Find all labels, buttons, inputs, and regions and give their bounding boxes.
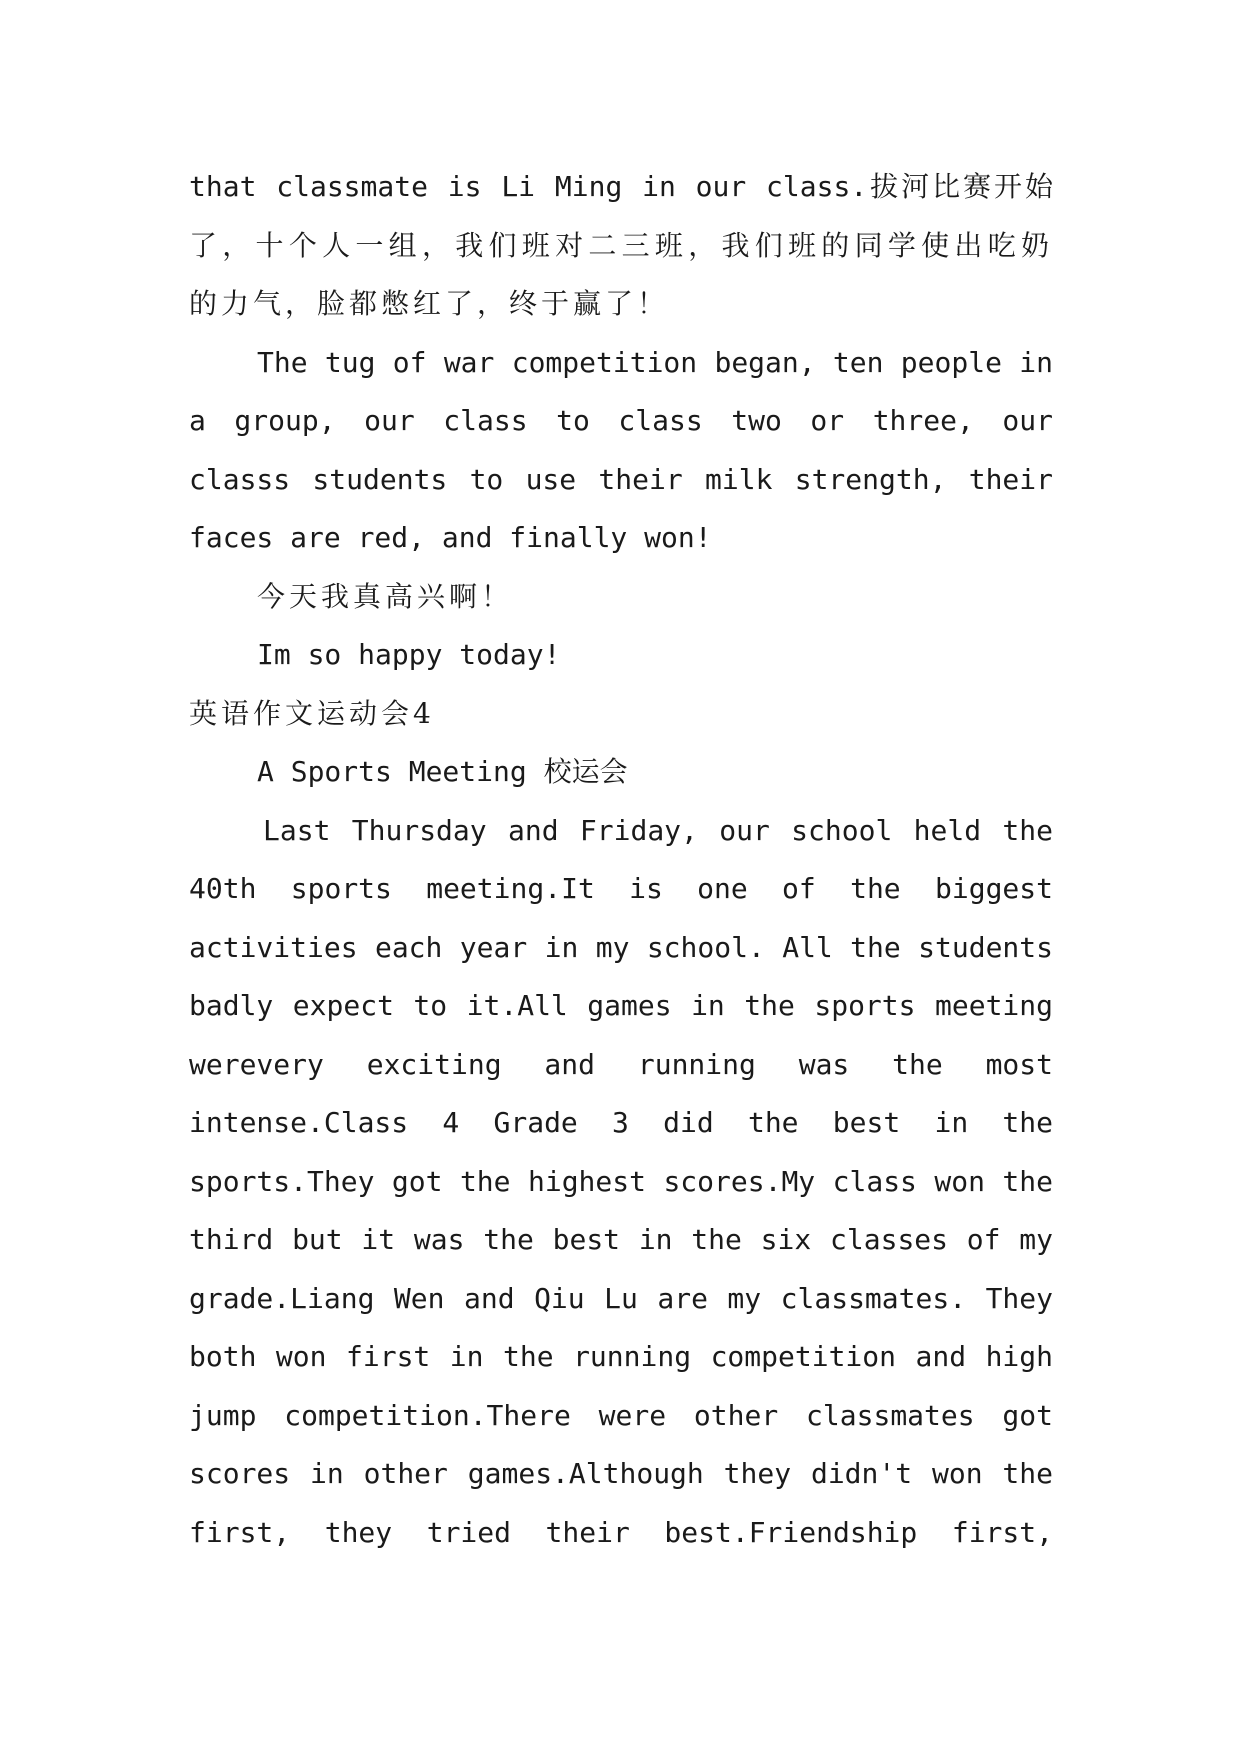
- text-line: that classmate is Li Ming in our class.拔河比赛开始: [189, 170, 1053, 203]
- text-line: Im so happy today!: [257, 638, 561, 671]
- text-line: a group, our class to class two or three, our: [189, 404, 1053, 437]
- text-line: activities each year in my school. All the students: [189, 930, 1053, 964]
- section-heading: 英语作文运动会4: [189, 696, 435, 730]
- text-line: 了，十个人一组，我们班对二三班，我们班的同学使出吃奶: [189, 228, 1053, 262]
- text-line: scores in other games.Although they didn't won the: [189, 1457, 1053, 1490]
- text-line: werevery exciting and running was the most: [189, 1047, 1053, 1081]
- text-line: intense.Class 4 Grade 3 did the best in the: [189, 1106, 1053, 1139]
- document-page: [189, 158, 1053, 1562]
- text-line: badly expect to it.All games in the sports meeting: [189, 989, 1053, 1022]
- text-line: The tug of war competition began, ten people in: [257, 345, 1053, 379]
- text-line: classs students to use their milk strength, their: [189, 462, 1053, 496]
- text-line: jump competition.There were other classmates got: [189, 1398, 1053, 1432]
- text-line: Last Thursday and Friday, our school held the: [263, 813, 1053, 847]
- text-line: third but it was the best in the six classes of my: [189, 1223, 1053, 1256]
- text-line: faces are red, and finally won!: [189, 521, 712, 554]
- essay-title: A Sports Meeting 校运会: [257, 755, 628, 788]
- text-line: grade.Liang Wen and Qiu Lu are my classmates. They: [189, 1281, 1053, 1315]
- text-line: 的力气，脸都憋红了，终于赢了！: [189, 287, 670, 320]
- text-line: 今天我真高兴啊！: [257, 579, 514, 613]
- text-line: first, they tried their best.Friendship first,: [189, 1515, 1053, 1549]
- text-line: both won first in the running competition and high: [189, 1340, 1053, 1373]
- text-line: 40th sports meeting.It is one of the biggest: [189, 872, 1053, 905]
- text-line: sports.They got the highest scores.My class won the: [189, 1164, 1053, 1198]
